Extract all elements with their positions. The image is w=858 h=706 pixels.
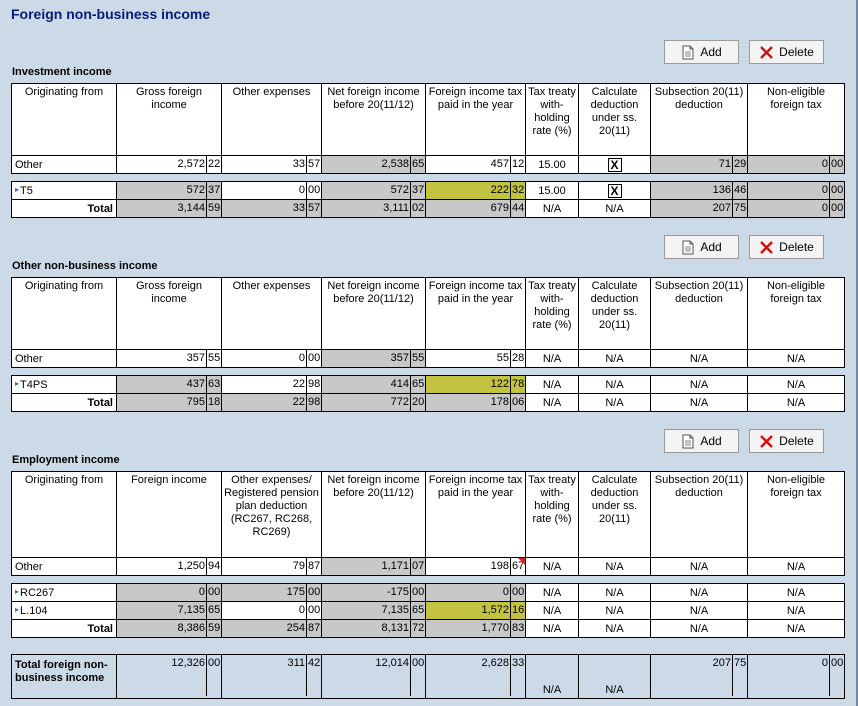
tax-paid-cell: 0 00 bbox=[426, 584, 526, 602]
grand-total-net: 12,014 00 bbox=[322, 655, 426, 699]
other-expenses-cell[interactable]: 0 00 bbox=[222, 350, 322, 368]
col-header: Net foreign income before 20(11/12) bbox=[322, 278, 426, 350]
table-row-other bbox=[12, 350, 845, 368]
calc-deduction-cell: N/A bbox=[579, 558, 651, 576]
non-eligible-tax-cell: 0 00 bbox=[748, 156, 845, 174]
col-header: Other expenses bbox=[222, 278, 322, 350]
row-label: ▸RC267 bbox=[12, 584, 117, 602]
non-eligible-tax-cell: N/A bbox=[748, 620, 845, 638]
grand-total-calc: N/A bbox=[579, 655, 651, 699]
page-title: Foreign non-business income bbox=[11, 6, 211, 22]
col-header: Calculate deduction under ss. 20(11) bbox=[579, 84, 651, 156]
non-eligible-tax-cell: 0 00 bbox=[748, 200, 845, 218]
subsection-deduction-cell: 207 75 bbox=[651, 200, 748, 218]
row-label: Other bbox=[12, 350, 117, 368]
other-expenses-cell[interactable]: 0 00 bbox=[222, 602, 322, 620]
other-expenses-cell: 175 00 bbox=[222, 584, 322, 602]
grand-total-expenses: 311 42 bbox=[222, 655, 322, 699]
header-row bbox=[12, 278, 845, 350]
row-label: Other bbox=[12, 558, 117, 576]
document-add-icon bbox=[681, 434, 695, 449]
col-header: Non-eligible foreign tax bbox=[748, 278, 845, 350]
red-x-icon bbox=[759, 240, 774, 255]
col-header: Originating from bbox=[12, 278, 117, 350]
section-title-other: Other non-business income bbox=[12, 260, 158, 272]
table-row-total bbox=[12, 620, 845, 638]
gross-income-cell: 572 37 bbox=[117, 182, 222, 200]
grand-total-row bbox=[12, 655, 845, 699]
row-pointer-icon: ▸ bbox=[15, 378, 20, 388]
grand-total-rate: N/A bbox=[526, 655, 579, 699]
col-header: Originating from bbox=[12, 84, 117, 156]
add-label: Add bbox=[700, 240, 722, 254]
calc-deduction-cell: N/A bbox=[579, 602, 651, 620]
net-income-cell: 572 37 bbox=[322, 182, 426, 200]
other-income-table bbox=[11, 277, 845, 412]
calc-deduction-checkbox[interactable]: X bbox=[608, 158, 622, 172]
gross-income-cell[interactable]: 2,572 22 bbox=[117, 156, 222, 174]
treaty-rate-cell[interactable]: 15.00 bbox=[526, 156, 579, 174]
table-row-rc267 bbox=[12, 584, 845, 602]
other-expenses-cell[interactable]: 33 57 bbox=[222, 156, 322, 174]
red-x-icon bbox=[759, 434, 774, 449]
tax-paid-cell[interactable]: 1,572 16 bbox=[426, 602, 526, 620]
col-header: Subsection 20(11) deduction bbox=[651, 84, 748, 156]
treaty-rate-cell: N/A bbox=[526, 620, 579, 638]
row-label: Other bbox=[12, 156, 117, 174]
delete-label: Delete bbox=[779, 240, 814, 254]
calc-deduction-cell[interactable] bbox=[579, 156, 651, 174]
delete-button-other[interactable] bbox=[749, 235, 824, 259]
net-income-cell: 414 65 bbox=[322, 376, 426, 394]
treaty-rate-cell: N/A bbox=[526, 584, 579, 602]
net-income-cell: 357 55 bbox=[322, 350, 426, 368]
employment-table bbox=[11, 471, 845, 638]
col-header: Tax treaty with-holding rate (%) bbox=[526, 472, 579, 558]
subsection-deduction-cell: N/A bbox=[651, 376, 748, 394]
calc-deduction-cell: N/A bbox=[579, 620, 651, 638]
subsection-deduction-cell: N/A bbox=[651, 350, 748, 368]
foreign-income-cell: 0 00 bbox=[117, 584, 222, 602]
add-label: Add bbox=[700, 45, 722, 59]
grand-total-subsection: 207 75 bbox=[651, 655, 748, 699]
tax-paid-cell: 178 06 bbox=[426, 394, 526, 412]
col-header: Other expenses/ Registered pension plan deduction (RC267, RC268, RC269) bbox=[222, 472, 322, 558]
col-header: Foreign income tax paid in the year bbox=[426, 84, 526, 156]
red-x-icon bbox=[759, 45, 774, 60]
treaty-rate-cell: N/A bbox=[526, 602, 579, 620]
foreign-income-cell: 8,386 59 bbox=[117, 620, 222, 638]
non-eligible-tax-cell: N/A bbox=[748, 602, 845, 620]
net-income-cell: 1,171 07 bbox=[322, 558, 426, 576]
subsection-deduction-cell: N/A bbox=[651, 584, 748, 602]
net-income-cell: 7,135 65 bbox=[322, 602, 426, 620]
net-income-cell: 8,131 72 bbox=[322, 620, 426, 638]
section-title-investment: Investment income bbox=[12, 66, 112, 78]
subsection-deduction-cell: 71 29 bbox=[651, 156, 748, 174]
add-button-employment[interactable] bbox=[664, 429, 739, 453]
col-header: Subsection 20(11) deduction bbox=[651, 278, 748, 350]
non-eligible-tax-cell: 0 00 bbox=[748, 182, 845, 200]
table-row-l104 bbox=[12, 602, 845, 620]
row-label: ▸T4PS bbox=[12, 376, 117, 394]
document-add-icon bbox=[681, 240, 695, 255]
subsection-deduction-cell: N/A bbox=[651, 602, 748, 620]
col-header: Net foreign income before 20(11/12) bbox=[322, 472, 426, 558]
tax-paid-cell: 679 44 bbox=[426, 200, 526, 218]
table-row-t4ps bbox=[12, 376, 845, 394]
header-row bbox=[12, 472, 845, 558]
col-header: Tax treaty with-holding rate (%) bbox=[526, 84, 579, 156]
net-income-cell: -175 00 bbox=[322, 584, 426, 602]
col-header: Gross foreign income bbox=[117, 278, 222, 350]
row-pointer-icon: ▸ bbox=[15, 586, 20, 596]
gross-income-cell: 795 18 bbox=[117, 394, 222, 412]
gross-income-cell[interactable]: 357 55 bbox=[117, 350, 222, 368]
col-header: Gross foreign income bbox=[117, 84, 222, 156]
col-header: Calculate deduction under ss. 20(11) bbox=[579, 472, 651, 558]
table-row-total bbox=[12, 394, 845, 412]
grand-total-non-eligible: 0 00 bbox=[748, 655, 845, 699]
col-header: Foreign income tax paid in the year bbox=[426, 472, 526, 558]
calc-deduction-cell[interactable] bbox=[579, 182, 651, 200]
row-label: Total bbox=[12, 620, 117, 638]
grand-total-label: Total foreign non-business income bbox=[12, 655, 117, 699]
grand-total-table bbox=[11, 654, 845, 699]
subsection-deduction-cell: 136 46 bbox=[651, 182, 748, 200]
table-row-other bbox=[12, 558, 845, 576]
add-label: Add bbox=[700, 434, 722, 448]
calc-deduction-cell: N/A bbox=[579, 376, 651, 394]
treaty-rate-cell: N/A bbox=[526, 394, 579, 412]
non-eligible-tax-cell: N/A bbox=[748, 350, 845, 368]
other-expenses-cell: 22 98 bbox=[222, 394, 322, 412]
non-eligible-tax-cell: N/A bbox=[748, 376, 845, 394]
col-header: Foreign income tax paid in the year bbox=[426, 278, 526, 350]
other-expenses-cell: 254 87 bbox=[222, 620, 322, 638]
grand-total-income: 12,326 00 bbox=[117, 655, 222, 699]
row-label: ▸T5 bbox=[12, 182, 117, 200]
net-income-cell: 2,538 65 bbox=[322, 156, 426, 174]
non-eligible-tax-cell: N/A bbox=[748, 558, 845, 576]
col-header: Foreign income bbox=[117, 472, 222, 558]
table-row-total bbox=[12, 200, 845, 218]
tax-paid-cell: 1,770 83 bbox=[426, 620, 526, 638]
foreign-income-cell: 7,135 65 bbox=[117, 602, 222, 620]
grand-total-tax: 2,628 33 bbox=[426, 655, 526, 699]
calc-deduction-checkbox[interactable]: X bbox=[608, 184, 622, 198]
foreign-income-cell[interactable]: 1,250 94 bbox=[117, 558, 222, 576]
subsection-deduction-cell: N/A bbox=[651, 394, 748, 412]
row-label: ▸L.104 bbox=[12, 602, 117, 620]
table-row-other bbox=[12, 156, 845, 174]
calc-deduction-cell: N/A bbox=[579, 394, 651, 412]
tax-paid-cell[interactable]: 122 78 bbox=[426, 376, 526, 394]
delete-label: Delete bbox=[779, 434, 814, 448]
non-eligible-tax-cell: N/A bbox=[748, 584, 845, 602]
tax-paid-cell[interactable]: 55 28 bbox=[426, 350, 526, 368]
section-title-employment: Employment income bbox=[12, 454, 120, 466]
col-header: Non-eligible foreign tax bbox=[748, 472, 845, 558]
tax-paid-cell[interactable]: 222 32 bbox=[426, 182, 526, 200]
delete-label: Delete bbox=[779, 45, 814, 59]
treaty-rate-cell: N/A bbox=[526, 350, 579, 368]
treaty-rate-cell: N/A bbox=[526, 558, 579, 576]
other-expenses-cell[interactable]: 79 87 bbox=[222, 558, 322, 576]
non-eligible-tax-cell: N/A bbox=[748, 394, 845, 412]
other-expenses-cell[interactable]: 0 00 bbox=[222, 182, 322, 200]
investment-table bbox=[11, 83, 845, 218]
row-label: Total bbox=[12, 394, 117, 412]
treaty-rate-cell[interactable]: 15.00 bbox=[526, 182, 579, 200]
subsection-deduction-cell: N/A bbox=[651, 620, 748, 638]
col-header: Calculate deduction under ss. 20(11) bbox=[579, 278, 651, 350]
col-header: Other expenses bbox=[222, 84, 322, 156]
calc-deduction-cell: N/A bbox=[579, 350, 651, 368]
net-income-cell: 772 20 bbox=[322, 394, 426, 412]
treaty-rate-cell: N/A bbox=[526, 376, 579, 394]
other-expenses-cell: 33 57 bbox=[222, 200, 322, 218]
calc-deduction-cell: N/A bbox=[579, 200, 651, 218]
col-header: Subsection 20(11) deduction bbox=[651, 472, 748, 558]
add-button-other[interactable] bbox=[664, 235, 739, 259]
row-pointer-icon: ▸ bbox=[15, 184, 20, 194]
document-add-icon bbox=[681, 45, 695, 60]
col-header: Net foreign income before 20(11/12) bbox=[322, 84, 426, 156]
net-income-cell: 3,111 02 bbox=[322, 200, 426, 218]
table-row-t5 bbox=[12, 182, 845, 200]
delete-button-investment[interactable] bbox=[749, 40, 824, 64]
gross-income-cell: 437 63 bbox=[117, 376, 222, 394]
row-label: Total bbox=[12, 200, 117, 218]
col-header: Tax treaty with-holding rate (%) bbox=[526, 278, 579, 350]
col-header: Originating from bbox=[12, 472, 117, 558]
comment-marker-icon bbox=[518, 558, 525, 565]
subsection-deduction-cell: N/A bbox=[651, 558, 748, 576]
tax-paid-cell[interactable]: 457 12 bbox=[426, 156, 526, 174]
row-pointer-icon: ▸ bbox=[15, 604, 20, 614]
calc-deduction-cell: N/A bbox=[579, 584, 651, 602]
treaty-rate-cell: N/A bbox=[526, 200, 579, 218]
add-button-investment[interactable] bbox=[664, 40, 739, 64]
gross-income-cell: 3,144 59 bbox=[117, 200, 222, 218]
header-row bbox=[12, 84, 845, 156]
delete-button-employment[interactable] bbox=[749, 429, 824, 453]
other-expenses-cell[interactable]: 22 98 bbox=[222, 376, 322, 394]
tax-paid-cell[interactable]: 198 67 bbox=[426, 558, 526, 576]
col-header: Non-eligible foreign tax bbox=[748, 84, 845, 156]
